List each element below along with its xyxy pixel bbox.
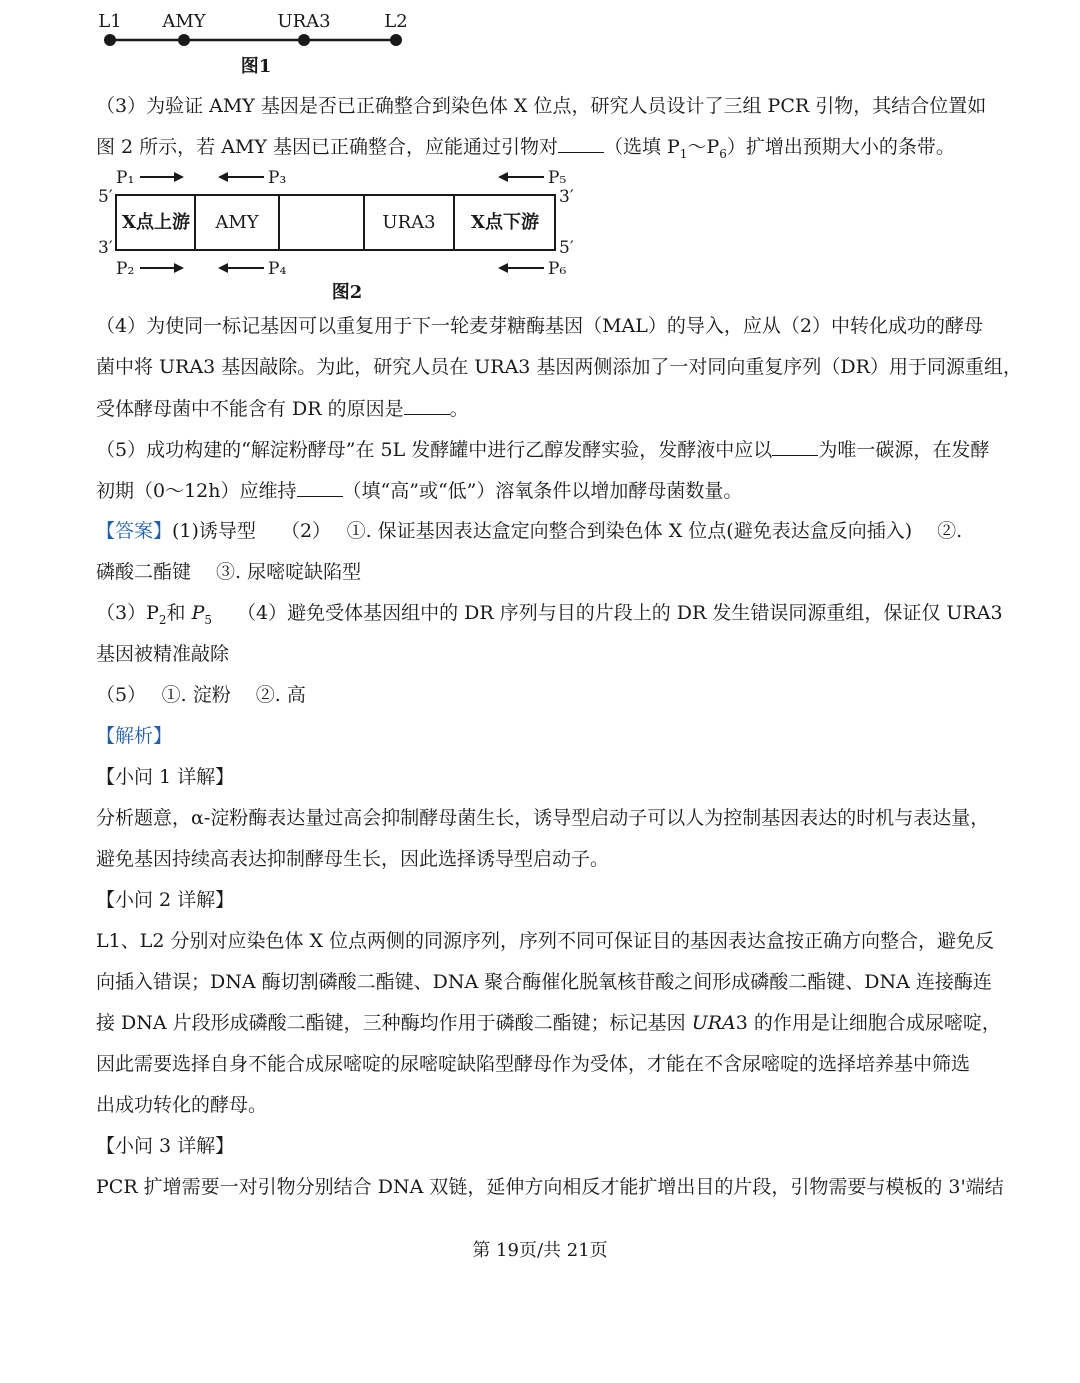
- answer-line-3: $(3)P_2$和 $P_5$ （4）避免受体基因组中的 DR 序列与目的片段上的 DR 发生错误同源重组，保证仅 URA3: [96, 602, 1003, 627]
- primer-p1: P₁: [116, 168, 135, 188]
- analysis-tag: 【解析】: [96, 725, 173, 747]
- segment-x-upstream: X点上游: [122, 212, 190, 233]
- answer-line-4: 基因被精准敲除: [96, 643, 230, 665]
- answer-line-5: （5） ①. 淀粉 ②. 高: [96, 684, 306, 706]
- figure-1-caption: 图1: [240, 56, 272, 77]
- q4-line-3: 受体酵母菌中不能含有 DR 的原因是 。: [96, 398, 469, 420]
- end-5-bottom: 5′: [559, 238, 574, 258]
- label-amy: AMY: [162, 11, 206, 32]
- primer-p4: P₄: [268, 259, 287, 279]
- sub3-line-1: PCR 扩增需要一对引物分别结合 DNA 双链，延伸方向相反才能扩增出目的片段，引物需要与模板的 3'端结: [96, 1176, 1004, 1198]
- page-footer: 第 19页/共 21页: [472, 1240, 608, 1261]
- label-ura3: URA3: [277, 11, 331, 32]
- answer-blank: [772, 437, 818, 456]
- figure-2: [0, 0, 1080, 310]
- sub2-line-4: 因此需要选择自身不能合成尿嘧啶的尿嘧啶缺陷型酵母作为受体，才能在不含尿嘧啶的选择培养基中筛选: [96, 1053, 971, 1075]
- answer-tag: 【答案】: [96, 520, 173, 542]
- sub2-line-5: 出成功转化的酵母。: [96, 1094, 268, 1116]
- primer-p2: P₂: [116, 259, 135, 279]
- primer-p3: P₃: [268, 168, 287, 188]
- sub2-title: 【小问 2 详解】: [96, 889, 235, 911]
- q4-line-2: 菌中将 URA3 基因敲除。为此，研究人员在 URA3 基因两侧添加了一对同向重复序列（DR）用于同源重组，: [96, 356, 1022, 378]
- end-3-bottom: 3′: [98, 238, 113, 258]
- segment-ura3: URA3: [382, 212, 436, 233]
- q4-line-1: （4）为使同一标记基因可以重复用于下一轮麦芽糖酶基因（MAL）的导入，应从（2）中转化成功的酵母: [96, 315, 983, 337]
- segment-amy: AMY: [215, 212, 259, 233]
- end-3-top: 3′: [559, 187, 574, 207]
- q5-line-1: （5）成功构建的“解淀粉酵母”在 5L 发酵罐中进行乙醇发酵实验，发酵液中应以 为唯一碳源，在发酵: [96, 439, 990, 461]
- sub1-line-2: 避免基因持续高表达抑制酵母生长，因此选择诱导型启动子。: [96, 848, 610, 870]
- sub2-line-2: 向插入错误；DNA 酶切割磷酸二酯键、DNA 聚合酶催化脱氧核苷酸之间形成磷酸二酯键、DNA 连接酶连: [96, 971, 992, 993]
- q5-line-2: 初期（0～12h）应维持 （填“高”或“低”）溶氧条件以增加酵母菌数量。: [96, 480, 743, 502]
- answer-line-1: 【答案】(1)诱导型 （2） ①. 保证基因表达盒定向整合到染色体 X 位点(避免表达盒反向插入) ②.: [96, 520, 963, 542]
- answer-blank: [404, 396, 450, 415]
- sub2-line-1: L1、L2 分别对应染色体 X 位点两侧的同源序列，序列不同可保证目的基因表达盒按正确方向整合，避免反: [96, 930, 995, 952]
- sub1-line-1: 分析题意，α-淀粉酶表达量过高会抑制酵母菌生长，诱导型启动子可以人为控制基因表达的时机与表达量，: [96, 807, 990, 829]
- sub1-title: 【小问 1 详解】: [96, 766, 235, 788]
- sub3-title: 【小问 3 详解】: [96, 1135, 235, 1157]
- figure-2-caption: 图2: [331, 282, 363, 303]
- label-l1: L1: [98, 11, 122, 32]
- answer-blank: [297, 478, 343, 497]
- label-l2: L2: [384, 11, 408, 32]
- end-5-top: 5′: [98, 187, 113, 207]
- q3-line-2: 图 2 所示，若 AMY 基因已正确整合，应能通过引物对 （选填 $P_1\sim P_6$）扩增出预期大小的条带。: [96, 136, 955, 161]
- q3-line-1: （3）为验证 AMY 基因是否已正确整合到染色体 X 位点，研究人员设计了三组 PCR 引物，其结合位置如: [96, 95, 987, 117]
- answer-line-2: 磷酸二酯键 ③. 尿嘧啶缺陷型: [96, 561, 362, 583]
- primer-p5: P₅: [548, 168, 567, 188]
- sub2-line-3: 接 DNA 片段形成磷酸二酯键，三种酶均作用于磷酸二酯键；标记基因 URA3 的作用是让细胞合成尿嘧啶，: [96, 1012, 1001, 1034]
- primer-p6: P₆: [548, 259, 567, 279]
- segment-x-downstream: X点下游: [471, 212, 539, 233]
